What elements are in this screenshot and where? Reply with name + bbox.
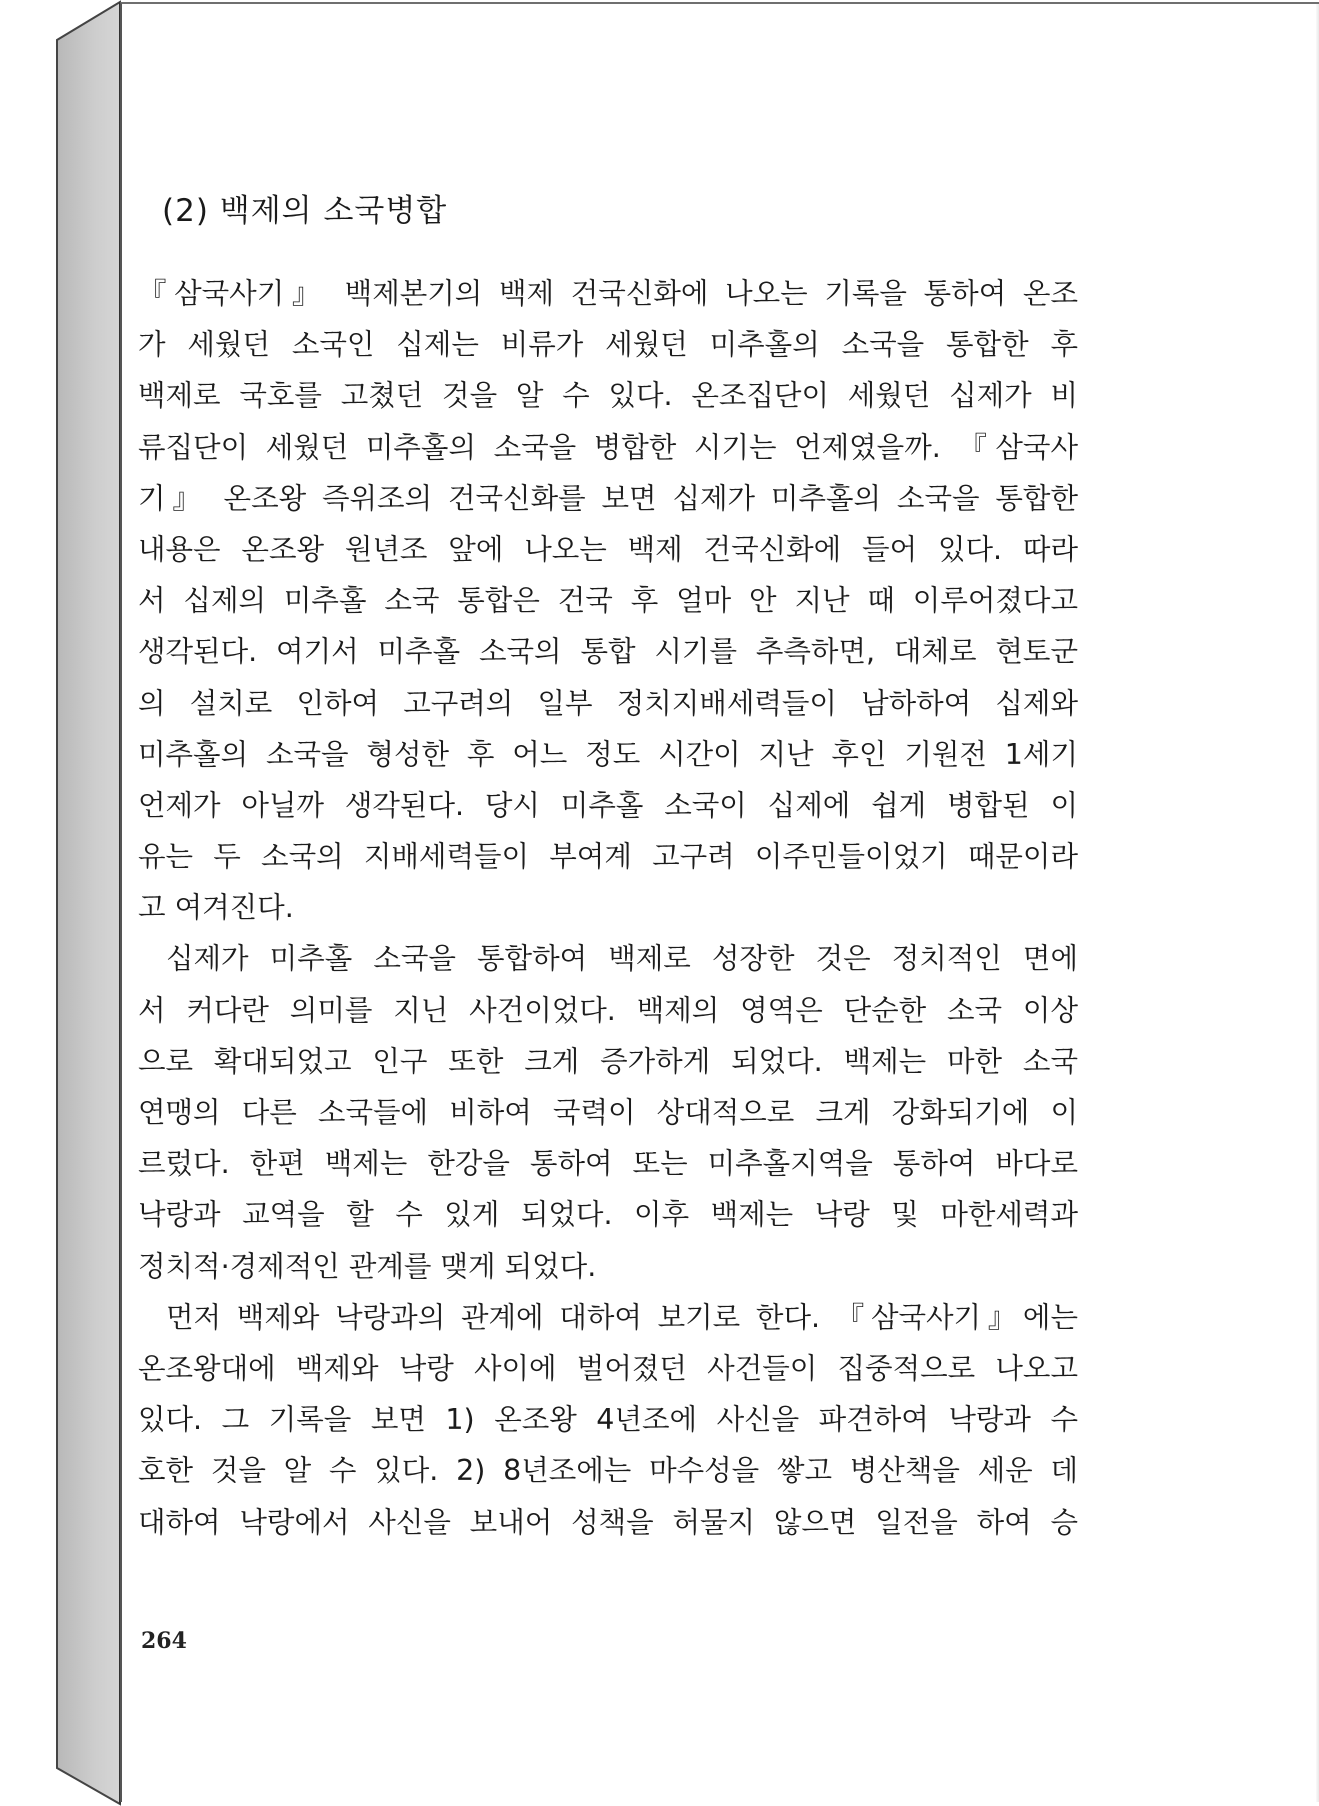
text-line: 먼저 백제와 낙랑과의 관계에 대하여 보기로 한다. 『삼국사기』에는	[166, 1300, 1078, 1334]
text-line: 기』 온조왕 즉위조의 건국신화를 보면 십제가 미추홀의 소국을 통합한	[138, 481, 1078, 515]
text-line: 십제가 미추홀 소국을 통합하여 백제로 성장한 것은 정치적인 면에	[166, 942, 1078, 976]
text-line: 온조왕대에 백제와 낙랑 사이에 벌어졌던 사건들이 집중적으로 나오고	[138, 1351, 1078, 1385]
text-line: 미추홀의 소국을 형성한 후 어느 정도 시간이 지난 후인 기원전 1세기	[138, 737, 1078, 771]
paragraph	[138, 268, 1078, 933]
text-line: 낙랑과 교역을 할 수 있게 되었다. 이후 백제는 낙랑 및 마한세력과	[138, 1198, 1078, 1232]
text-line: 있다. 그 기록을 보면 1) 온조왕 4년조에 사신을 파견하여 낙랑과 수	[138, 1403, 1078, 1437]
text-line: 대하여 낙랑에서 사신을 보내어 성책을 허물지 않으면 일전을 하여 승	[138, 1505, 1078, 1539]
body-text	[138, 268, 1078, 1548]
text-line: 생각된다. 여기서 미추홀 소국의 통합 시기를 추측하면, 대체로 현토군	[138, 635, 1078, 669]
text-line: 백제로 국호를 고쳤던 것을 알 수 있다. 온조집단이 세웠던 십제가 비	[138, 379, 1078, 413]
text-line: 고 여겨진다.	[138, 891, 294, 925]
text-line: 르렀다. 한편 백제는 한강을 통하여 또는 미추홀지역을 통하여 바다로	[138, 1147, 1078, 1181]
section-heading: (2) 백제의 소국병합	[162, 193, 448, 229]
text-line: 내용은 온조왕 원년조 앞에 나오는 백제 건국신화에 들어 있다. 따라	[138, 532, 1078, 566]
paragraph	[138, 1292, 1078, 1548]
text-line: 연맹의 다른 소국들에 비하여 국력이 상대적으로 크게 강화되기에 이	[138, 1096, 1078, 1129]
page-number: 264	[141, 1628, 187, 1654]
text-line: 으로 확대되었고 인구 또한 크게 증가하게 되었다. 백제는 마한 소국	[138, 1044, 1078, 1078]
text-line: 류집단이 세웠던 미추홀의 소국을 병합한 시기는 언제였을까. 『삼국사	[138, 430, 1078, 464]
text-line: 유는 두 소국의 지배세력들이 부여계 고구려 이주민들이었기 때문이라	[138, 840, 1078, 874]
text-line: 의 설치로 인하여 고구려의 일부 정치지배세력들이 남하하여 십제와	[138, 686, 1078, 720]
text-line: 『삼국사기』 백제본기의 백제 건국신화에 나오는 기록을 통하여 온조	[138, 277, 1078, 310]
book-spine	[0, 0, 124, 1806]
text-line: 가 세웠던 소국인 십제는 비류가 세웠던 미추홀의 소국을 통합한 후	[138, 328, 1078, 362]
text-line: 언제가 아닐까 생각된다. 당시 미추홀 소국이 십제에 쉽게 병합된 이	[138, 788, 1078, 822]
text-line: 서 십제의 미추홀 소국 통합은 건국 후 얼마 안 지난 때 이루어졌다고	[138, 584, 1078, 618]
text-line: 서 커다란 의미를 지닌 사건이었다. 백제의 영역은 단순한 소국 이상	[138, 993, 1078, 1027]
text-line: 호한 것을 알 수 있다. 2) 8년조에는 마수성을 쌓고 병산책을 세운 데	[138, 1454, 1078, 1488]
paragraph	[138, 933, 1078, 1291]
text-line: 정치적·경제적인 관계를 맺게 되었다.	[138, 1249, 597, 1283]
